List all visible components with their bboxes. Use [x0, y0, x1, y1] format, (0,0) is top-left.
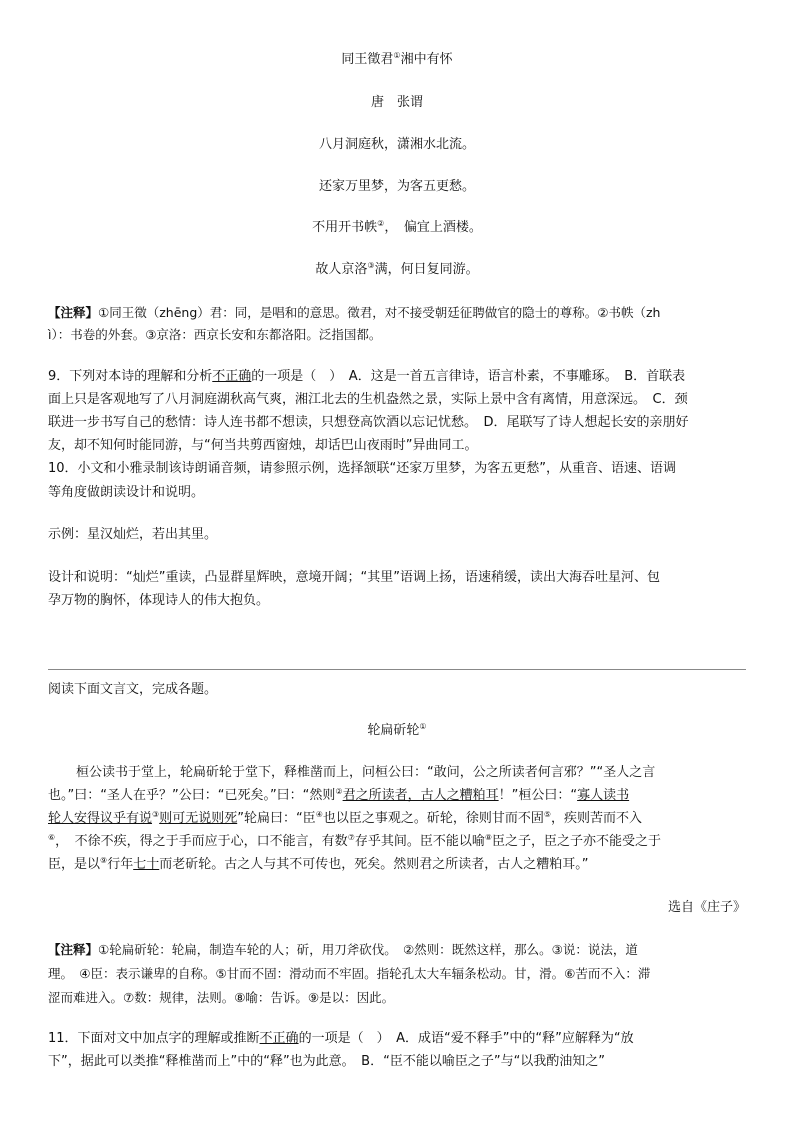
section-divider [48, 669, 746, 670]
note-1-line-2: ì）：书卷的外套。③京洛：西京长安和东都洛阳。泛指国都。 [48, 327, 382, 342]
q10-design-line-2: 孕万物的胸怀，体现诗人的伟大抱负。 [48, 593, 270, 608]
passage-title: 轮扁斫轮① [367, 722, 427, 738]
passage-line-4: ⑥， 不徐不疾，得之于手而应于心，口不能言，有数⑦存乎其间。臣不能以喻⑧臣之子，臣之子亦不能受之于 [48, 833, 662, 849]
note-2-line-2: 理。 ④臣：表示谦卑的自称。⑤甘而不固：滑动而不牢固。指轮孔太大车辐条松动。甘，滑。⑥苦而不入：滞 [48, 966, 651, 981]
passage-line-3: 轮人安得议乎有说③则可无说则死”轮扁曰：“臣④也以臣之事观之。斫轮，徐则甘而不固⑤，疾则苦而不入 [48, 810, 643, 826]
poem-line-4: 故人京洛③满，何日复同游。 [315, 261, 479, 277]
q10-line-2: 等角度做朗读设计和说明。 [48, 485, 205, 500]
note-2-line-1: 【注释】①轮扁斫轮：轮扁，制造车轮的人；斫，用刀斧砍伐。 ②然则：既然这样，那么。③说：说法，道 [48, 942, 638, 957]
passage-source: 选自《庄子》 [667, 900, 746, 915]
poem-author: 唐 张谓 [370, 95, 423, 110]
q9-line-1: 9．下列对本诗的理解和分析不正确的一项是（ ） A．这是一首五言律诗，语言朴素，不事雕琢。 B．首联表 [48, 369, 686, 384]
passage-line-5: 臣，是以⑨行年七十而老斫轮。古之人与其不可传也，死矣。然则君之所读者，古人之糟粕耳。” [48, 856, 589, 872]
note-2-line-3: 涩而难进入。⑦数：规律，法则。⑧喻：告诉。⑨是以：因此。 [48, 990, 395, 1005]
note-1-line-1: 【注释】①同王徵（zhēng）君：同，是唱和的意思。徵君，对不接受朝廷征聘做官的隐士的尊称。②书帙（zh [48, 305, 661, 320]
q10-example: 示例：星汉灿烂，若出其里。 [48, 527, 218, 542]
q10-design-line-1: 设计和说明：“灿烂”重读，凸显群星辉映，意境开阔；“其里”语调上扬，语速稍缓，读出大海吞吐星河、包 [48, 570, 660, 585]
poem-line-2: 还家万里梦，为客五更愁。 [318, 179, 475, 194]
q9-line-2: 面上只是客观地写了八月洞庭湖秋高气爽，湘江北去的生机盎然之景，实际上景中含有离情，用意深远。 C．颈 [48, 392, 688, 407]
passage-line-2: 也。”曰：“圣人在乎？”公曰：“已死矣。”曰：“然则②君之所读者，古人之糟粕耳！”桓公曰：“寡人读书 [48, 787, 630, 803]
section-2-intro: 阅读下面文言文，完成各题。 [48, 682, 218, 697]
poem-title: 同王徵君①湘中有怀 [341, 51, 453, 67]
passage-line-1: 桓公读书于堂上，轮扁斫轮于堂下，释椎凿而上，问桓公曰：“敢问，公之所读者何言邪？”“圣人之言 [76, 765, 656, 780]
poem-line-3: 不用开书帙②， 偏宜上酒楼。 [312, 219, 482, 235]
q9-line-3: 联进一步书写自己的愁情：诗人连书都不想读，只想登高饮酒以忘记忧愁。 D．尾联写了诗人想起长安的亲朋好 [48, 415, 689, 430]
q11-line-1: 11．下面对文中加点字的理解或推断不正确的一项是（ ） A．成语“爱不释手”中的“释”应解释为“放 [48, 1031, 634, 1046]
poem-line-1: 八月洞庭秋，潇湘水北流。 [318, 137, 475, 152]
q10-line-1: 10．小文和小雅录制该诗朗诵音频，请参照示例，选择颔联“还家万里梦，为客五更愁”，从重音、语速、语调 [48, 461, 677, 476]
q11-line-2: 下”，据此可以类推“释椎凿而上”中的“释”也为此意。 B．“臣不能以喻臣之子”与“以我酌油知之” [48, 1054, 606, 1069]
q9-line-4: 友，却不知何时能同游，与“何当共剪西窗烛，却话巴山夜雨时”异曲同工。 [48, 438, 478, 453]
